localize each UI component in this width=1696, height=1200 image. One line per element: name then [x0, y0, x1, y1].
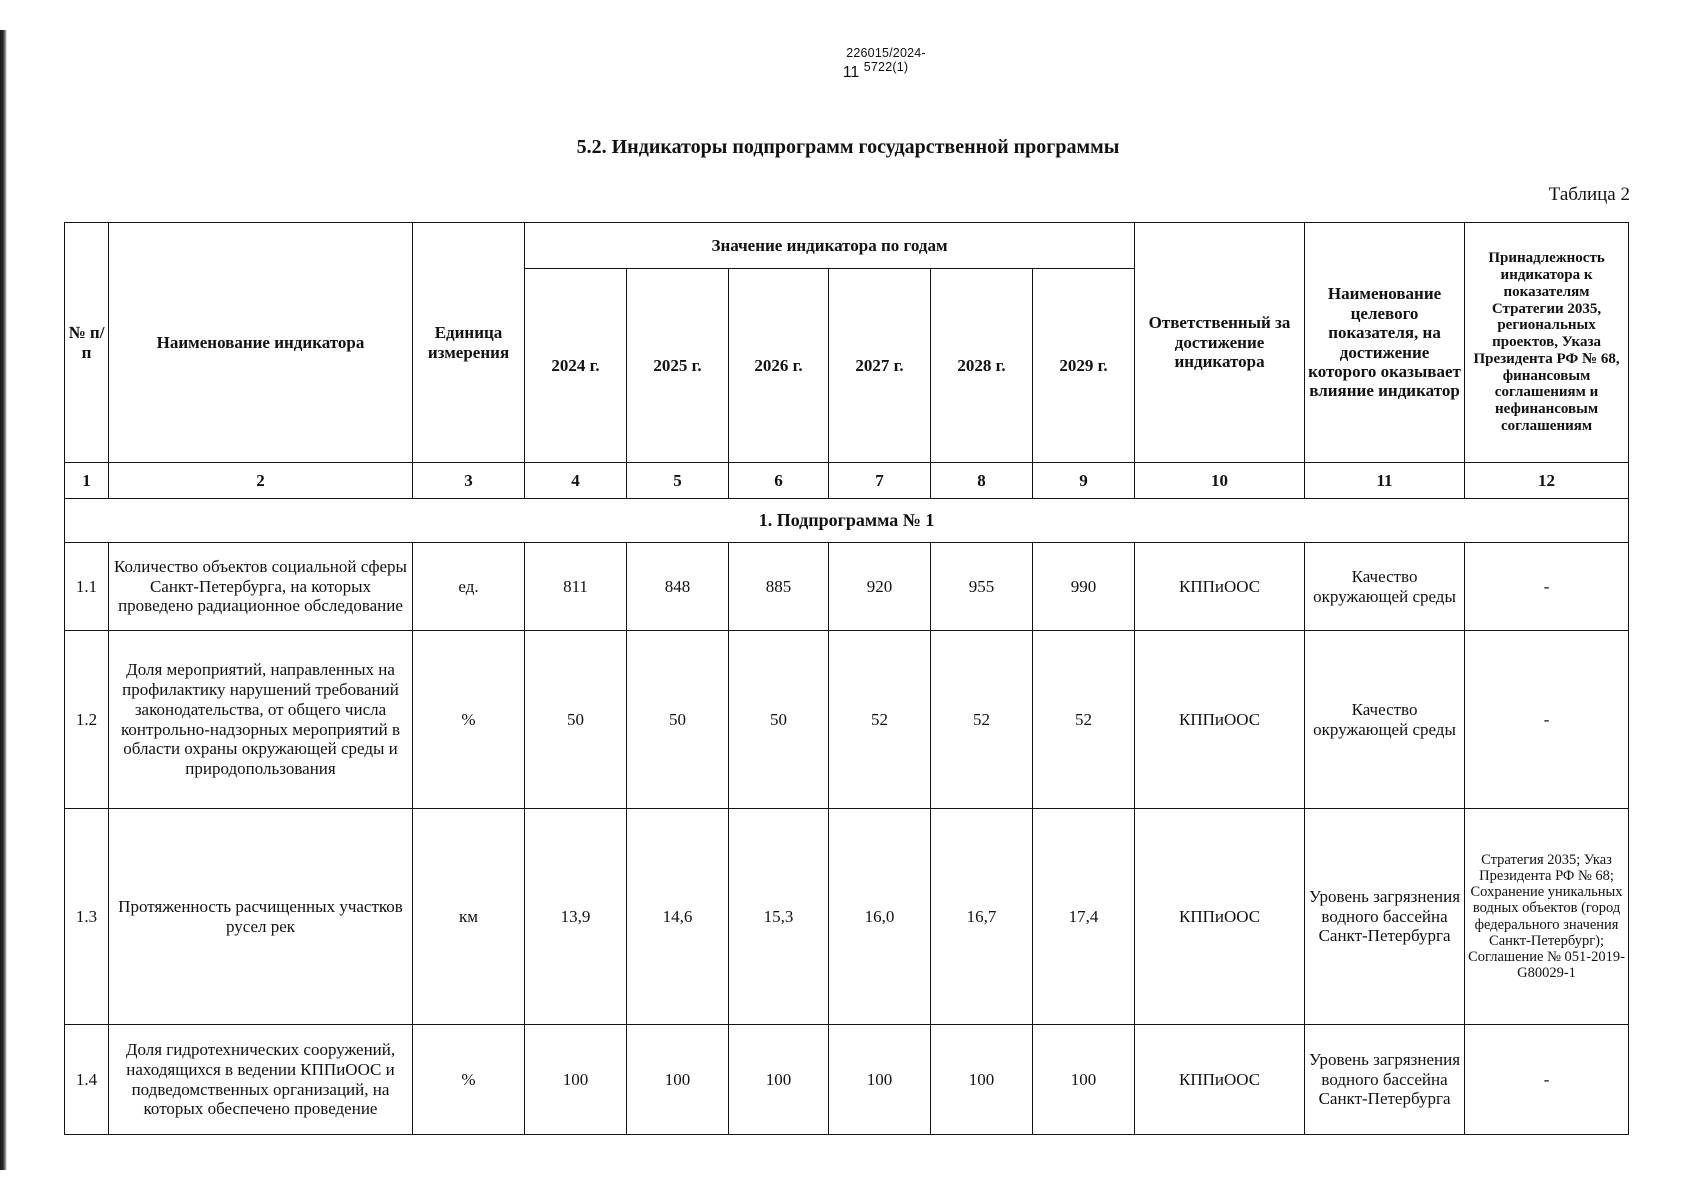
section-title: 1. Подпрограмма № 1 [65, 499, 1629, 543]
column-number: 4 [525, 463, 627, 499]
row-unit: % [413, 631, 525, 809]
row-responsible: КППиООС [1135, 543, 1305, 631]
row-value: 955 [931, 543, 1033, 631]
header-belonging: Принадлежность индикатора к показателям Стратегии 2035, региональных проектов, Указа Президента РФ № 68, финансовым соглашениям и нефинансовым соглашениям [1465, 223, 1629, 463]
row-value: 14,6 [627, 809, 729, 1025]
table-row [65, 631, 1629, 809]
row-value: 885 [729, 543, 829, 631]
column-number: 9 [1033, 463, 1135, 499]
header-values-group: Значение индикатора по годам [525, 223, 1135, 269]
row-name: Доля мероприятий, направленных на профилактику нарушений требований законодательства, от общего числа контрольно-надзорных мероприятий в области охраны окружающей среды и природопользования [109, 631, 413, 809]
row-value: 15,3 [729, 809, 829, 1025]
row-value: 13,9 [525, 809, 627, 1025]
table-row [65, 809, 1629, 1025]
header-target: Наименование целевого показателя, на достижение которого оказывает влияние индикатор [1305, 223, 1465, 463]
row-name: Доля гидротехнических сооружений, находящихся в ведении КППиООС и подведомственных организаций, на которых обеспечено проведение [109, 1025, 413, 1135]
header-responsible: Ответственный за достижение индикатора [1135, 223, 1305, 463]
column-number: 7 [829, 463, 931, 499]
header-year-2027: 2027 г. [829, 269, 931, 463]
row-belonging: - [1465, 1025, 1629, 1135]
row-value: 50 [627, 631, 729, 809]
row-unit: % [413, 1025, 525, 1135]
row-num: 1.4 [65, 1025, 109, 1135]
row-value: 16,0 [829, 809, 931, 1025]
row-value: 100 [525, 1025, 627, 1135]
row-name: Протяженность расчищенных участков русел рек [109, 809, 413, 1025]
table-row [65, 543, 1629, 631]
row-value: 100 [931, 1025, 1033, 1135]
row-value: 100 [1033, 1025, 1135, 1135]
document-id: 226015/2024-5722(1) [846, 46, 926, 74]
row-value: 100 [627, 1025, 729, 1135]
row-value: 50 [525, 631, 627, 809]
column-numbers-row [65, 463, 1629, 499]
table-label: Таблица 2 [1548, 184, 1630, 205]
header-name: Наименование индикатора [109, 223, 413, 463]
row-value: 100 [729, 1025, 829, 1135]
row-belonging: - [1465, 543, 1629, 631]
row-value: 52 [1033, 631, 1135, 809]
row-target: Уровень загрязнения водного бассейна Санкт-Петербурга [1305, 1025, 1465, 1135]
column-number: 10 [1135, 463, 1305, 499]
row-value: 990 [1033, 543, 1135, 631]
header-year-2028: 2028 г. [931, 269, 1033, 463]
row-value: 52 [931, 631, 1033, 809]
header-year-2024: 2024 г. [525, 269, 627, 463]
header-unit: Единица измерения [413, 223, 525, 463]
column-number: 12 [1465, 463, 1629, 499]
section-row [65, 499, 1629, 543]
column-number: 5 [627, 463, 729, 499]
table-row [65, 1025, 1629, 1135]
row-value: 52 [829, 631, 931, 809]
row-value: 848 [627, 543, 729, 631]
scan-edge [0, 30, 7, 1170]
row-value: 17,4 [1033, 809, 1135, 1025]
row-value: 50 [729, 631, 829, 809]
column-number: 11 [1305, 463, 1465, 499]
header-year-2029: 2029 г. [1033, 269, 1135, 463]
header-num: № п/п [65, 223, 109, 463]
indicators-table [64, 222, 1629, 1135]
column-number: 8 [931, 463, 1033, 499]
row-target: Качество окружающей среды [1305, 631, 1465, 809]
row-unit: ед. [413, 543, 525, 631]
row-num: 1.2 [65, 631, 109, 809]
row-value: 100 [829, 1025, 931, 1135]
row-value: 920 [829, 543, 931, 631]
row-belonging: Стратегия 2035; Указ Президента РФ № 68; Сохранение уникальных водных объектов (город федерального значения Санкт-Петербург); Соглашение № 051-2019-G80029-1 [1465, 809, 1629, 1025]
row-belonging: - [1465, 631, 1629, 809]
row-target: Качество окружающей среды [1305, 543, 1465, 631]
page-number: 11 [842, 64, 860, 81]
column-number: 3 [413, 463, 525, 499]
row-unit: км [413, 809, 525, 1025]
row-num: 1.1 [65, 543, 109, 631]
header-row-1 [65, 223, 1629, 269]
row-responsible: КППиООС [1135, 809, 1305, 1025]
row-responsible: КППиООС [1135, 631, 1305, 809]
header-year-2025: 2025 г. [627, 269, 729, 463]
row-responsible: КППиООС [1135, 1025, 1305, 1135]
row-name: Количество объектов социальной сферы Санкт-Петербурга, на которых проведено радиационное обследование [109, 543, 413, 631]
header-year-2026: 2026 г. [729, 269, 829, 463]
row-target: Уровень загрязнения водного бассейна Санкт-Петербурга [1305, 809, 1465, 1025]
column-number: 2 [109, 463, 413, 499]
row-value: 811 [525, 543, 627, 631]
column-number: 1 [65, 463, 109, 499]
document-title: 5.2. Индикаторы подпрограмм государственной программы [576, 136, 1120, 158]
row-value: 16,7 [931, 809, 1033, 1025]
row-num: 1.3 [65, 809, 109, 1025]
column-number: 6 [729, 463, 829, 499]
